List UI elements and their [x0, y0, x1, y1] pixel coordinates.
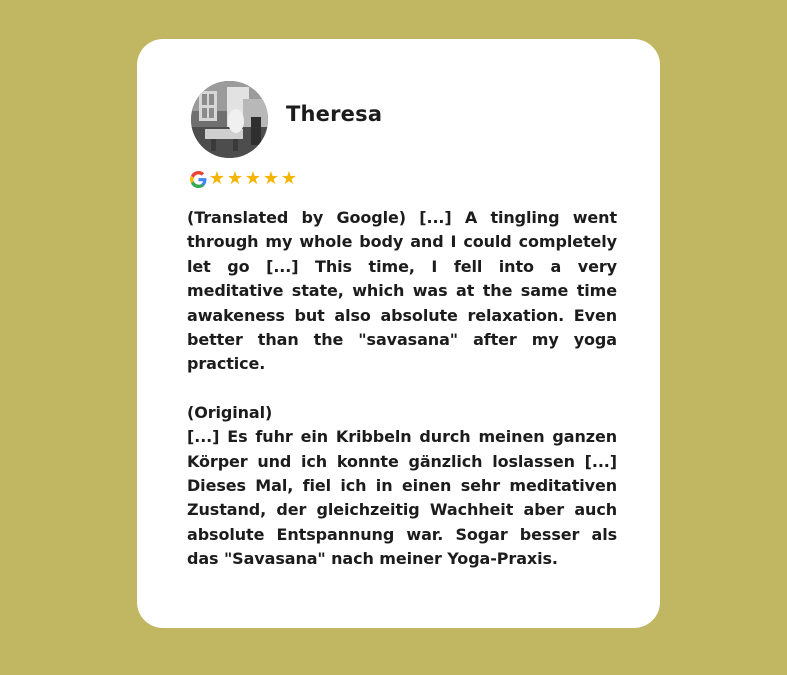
review-card	[137, 39, 660, 628]
google-g-icon	[190, 171, 207, 188]
star-rating	[208, 169, 298, 189]
star-icon: ★	[226, 168, 244, 189]
rating-row	[190, 169, 298, 189]
star-icon: ★	[262, 168, 280, 189]
original-review-text: [...] Es fuhr ein Kribbeln durch meinen ganzen Körper und ich konnte gänzlich loslassen [...] Dieses Mal, fiel ich in einen sehr meditativen Zustand, der gleichzeitig Wachheit aber auch absolute Entspannung war. Sogar besser als das "Savasana" nach meiner Yoga-Praxis.	[187, 427, 617, 569]
avatar-photo	[191, 81, 268, 158]
translated-review-text: (Translated by Google) [...] A tingling went through my whole body and I could completely let go [...] This time, I fell into a very meditative state, which was at the same time awakeness but also absolute relaxation. Even better than the "savasana" after my yoga practice.	[187, 208, 617, 374]
star-icon: ★	[244, 168, 262, 189]
star-icon: ★	[208, 168, 226, 189]
original-label: (Original)	[187, 402, 273, 422]
review-body	[187, 206, 617, 572]
avatar	[191, 81, 268, 158]
reviewer-name: Theresa	[286, 102, 383, 126]
star-icon: ★	[280, 168, 298, 189]
